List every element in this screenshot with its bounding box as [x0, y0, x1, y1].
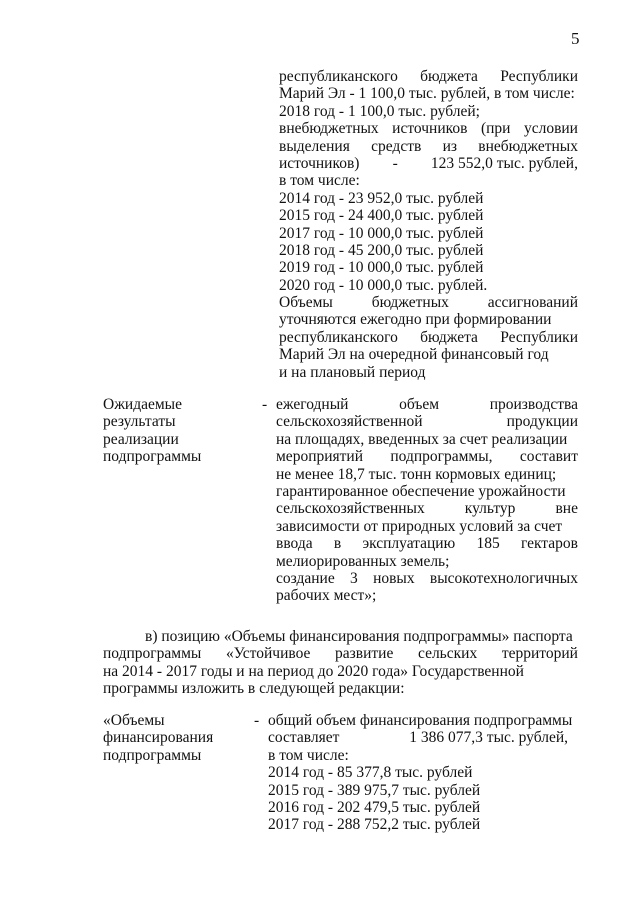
text-segment: сельских — [418, 645, 478, 663]
text-line — [268, 712, 573, 729]
text-segment: 123 552,0 тыс. рублей, — [430, 154, 578, 172]
text-segment: 2017 год - 10 000,0 тыс. рублей — [279, 224, 484, 242]
text-segment: сельскохозяйственной — [276, 413, 423, 431]
text-segment: продукции — [506, 413, 578, 431]
text-segment: ассигнований — [487, 294, 578, 312]
text-segment: выделения — [279, 137, 350, 155]
text-line — [276, 466, 578, 483]
text-segment: республиканского — [279, 68, 398, 85]
text-segment: 2017 год - 288 752,2 тыс. рублей — [268, 816, 481, 834]
text-line — [279, 329, 578, 346]
expected-results-text — [276, 396, 578, 605]
text-segment: 185 — [476, 535, 500, 553]
text-segment: объем — [399, 396, 440, 413]
text-line — [103, 413, 201, 430]
text-segment: на 2014 - 2017 годы и на период до 2020 года» Государственной — [103, 662, 524, 680]
text-segment: республиканского — [279, 328, 398, 346]
text-line — [279, 138, 578, 155]
text-segment: программы изложить в следующей редакции: — [103, 680, 405, 698]
text-segment: развитие — [335, 645, 394, 663]
text-segment: Марий Эл - 1 100,0 тыс. рублей, в том числе: — [279, 85, 575, 103]
text-line — [276, 500, 578, 517]
text-line — [279, 259, 578, 276]
text-line — [276, 587, 578, 604]
text-segment: составит — [519, 448, 578, 466]
text-segment: 2018 год - 1 100,0 тыс. рублей; — [279, 102, 480, 120]
text-line — [268, 816, 568, 833]
text-segment: уточняются ежегодно при формировании — [279, 311, 552, 329]
text-segment: культур — [464, 500, 516, 518]
expected-results-label — [103, 396, 201, 466]
text-segment: условии — [523, 120, 578, 138]
text-segment: Марий Эл на очередной финансовый год — [279, 346, 549, 364]
text-line — [103, 431, 201, 448]
text-line — [279, 294, 578, 311]
text-segment: из — [442, 137, 457, 155]
text-segment: Республики — [500, 68, 578, 85]
text-segment: 2014 год - 23 952,0 тыс. рублей — [279, 189, 484, 207]
text-line — [279, 225, 578, 242]
text-line — [268, 799, 568, 816]
text-line — [279, 311, 578, 328]
text-segment: общий объем финансирования подпрограммы — [268, 712, 573, 729]
text-line — [268, 782, 568, 799]
text-line — [276, 483, 578, 500]
text-segment: 2015 год - 24 400,0 тыс. рублей — [279, 207, 484, 225]
text-segment: рабочих мест»; — [276, 587, 377, 605]
text-segment: создание — [276, 569, 335, 587]
text-segment: внебюджетных — [478, 137, 578, 155]
text-segment: вне — [555, 500, 578, 518]
text-segment: подпрограммы — [103, 746, 202, 764]
text-segment: источников) — [279, 154, 360, 172]
text-segment: реализации — [103, 430, 179, 448]
text-segment: средств — [371, 137, 422, 155]
text-line — [103, 628, 578, 645]
text-line — [103, 448, 201, 465]
text-segment: 2015 год - 389 975,7 тыс. рублей — [268, 781, 481, 799]
text-segment: 2020 год - 10 000,0 тыс. рублей. — [279, 276, 488, 294]
text-line — [276, 448, 578, 465]
text-segment: новых — [373, 569, 415, 587]
text-segment: эксплуатацию — [362, 535, 456, 553]
financing-text — [268, 712, 573, 834]
text-segment: бюджетных — [371, 294, 449, 312]
financing-label — [103, 712, 213, 764]
text-segment: мелиорированных земель; — [276, 552, 450, 570]
text-line — [268, 747, 568, 764]
text-segment: подпрограммы — [103, 645, 202, 663]
text-segment: 3 — [350, 569, 358, 587]
text-segment: «Устойчивое — [225, 645, 311, 663]
text-segment: составляет — [268, 729, 340, 747]
text-segment: ежегодный — [276, 396, 349, 413]
text-segment: 1 386 077,3 тыс. рублей, — [409, 729, 568, 747]
text-segment: Объемы — [279, 294, 333, 312]
text-segment: 2018 год - 45 200,0 тыс. рублей — [279, 241, 484, 259]
text-segment: 2019 год - 10 000,0 тыс. рублей — [279, 259, 484, 277]
budget-continuation-text — [279, 68, 578, 381]
text-line — [268, 764, 568, 781]
expected-results-dash: - — [262, 396, 268, 413]
text-line — [279, 103, 578, 120]
text-segment: 2014 год - 85 377,8 тыс. рублей — [268, 764, 473, 782]
text-segment: - — [392, 154, 398, 172]
text-segment: зависимости от природных условий за счет — [276, 517, 563, 535]
text-segment: бюджета — [420, 328, 478, 346]
text-line — [279, 120, 578, 137]
text-segment: внебюджетных — [279, 120, 379, 138]
text-line — [103, 680, 578, 697]
text-segment: не менее 18,7 тыс. тонн кормовых единиц; — [276, 465, 557, 483]
text-segment: «Объемы — [103, 712, 165, 729]
text-line — [276, 518, 578, 535]
text-segment: бюджета — [420, 68, 478, 85]
text-line — [103, 663, 578, 680]
text-segment: гектаров — [520, 535, 578, 553]
text-segment: на площадях, введенных за счет реализации — [276, 430, 568, 448]
text-segment: гарантированное обеспечение урожайности — [276, 482, 566, 500]
text-segment: (при — [480, 120, 511, 138]
text-segment: в том числе: — [268, 746, 349, 764]
text-line — [276, 553, 578, 570]
text-line — [279, 277, 578, 294]
amendment-paragraph — [103, 628, 578, 698]
text-line — [103, 747, 213, 764]
text-line — [279, 68, 578, 85]
text-segment: подпрограммы, — [390, 448, 493, 466]
text-line — [276, 396, 578, 413]
financing-dash: - — [254, 712, 260, 729]
text-line — [279, 155, 578, 172]
text-segment: производства — [489, 396, 578, 413]
text-line — [268, 729, 568, 746]
text-line — [103, 645, 578, 662]
text-line — [103, 729, 213, 746]
text-line — [276, 413, 578, 430]
text-segment: территорий — [501, 645, 578, 663]
text-line — [276, 570, 578, 587]
text-line — [279, 85, 578, 102]
text-segment: подпрограммы — [103, 448, 202, 466]
text-segment: в том числе: — [279, 172, 360, 190]
text-segment: результаты — [103, 413, 176, 431]
text-line — [279, 207, 578, 224]
text-line — [279, 242, 578, 259]
text-segment: Республики — [500, 328, 578, 346]
text-line — [279, 364, 578, 381]
text-segment: Ожидаемые — [103, 396, 182, 413]
text-segment: источников — [392, 120, 468, 138]
text-line — [276, 431, 578, 448]
text-line — [279, 346, 578, 363]
text-segment: и на плановый период — [279, 363, 426, 381]
text-line — [279, 172, 578, 189]
text-line — [279, 190, 578, 207]
page-number: 5 — [571, 29, 580, 48]
text-segment: мероприятий — [276, 448, 364, 466]
text-line — [103, 712, 213, 729]
text-segment: ввода — [276, 535, 313, 553]
text-line — [103, 396, 201, 413]
text-segment: высокотехнологичных — [429, 569, 578, 587]
text-segment: в) позицию «Объемы финансирования подпрограммы» паспорта — [145, 628, 573, 645]
text-segment: финансирования — [103, 729, 214, 747]
text-segment: сельскохозяйственных — [276, 500, 425, 518]
text-line — [276, 535, 578, 552]
text-segment: 2016 год - 202 479,5 тыс. рублей — [268, 798, 481, 816]
text-segment: в — [333, 535, 342, 553]
